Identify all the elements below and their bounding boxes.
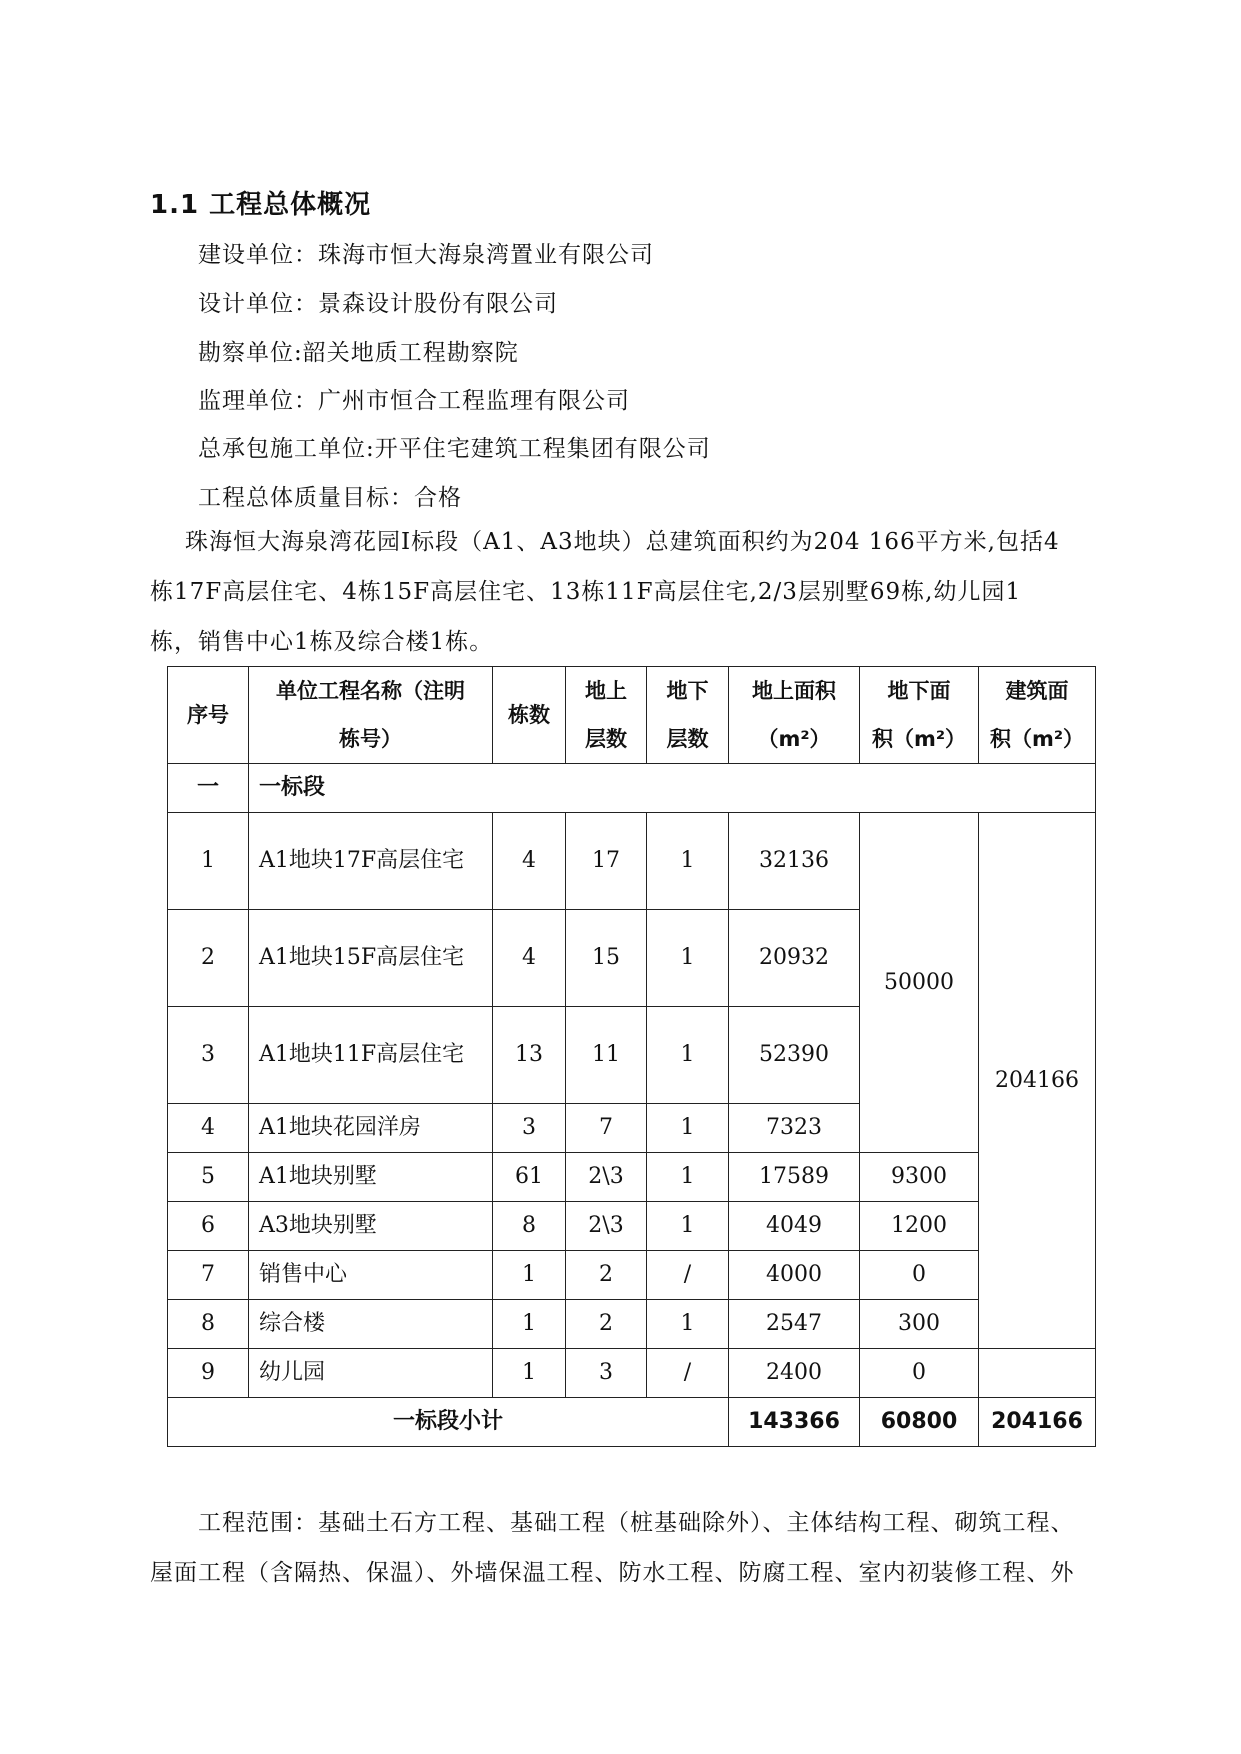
cell-name: A1地块11F高层住宅 [249, 1007, 493, 1104]
scope-line: 工程范围：基础土石方工程、基础工程（桩基础除外）、主体结构工程、砌筑工程、 [198, 1510, 1075, 1536]
cell-area-below: 300 [860, 1300, 979, 1349]
cell-above: 3 [566, 1349, 647, 1398]
cell-count: 1 [493, 1349, 566, 1398]
header-count: 栋数 [493, 667, 566, 764]
cell-no: 5 [168, 1153, 249, 1202]
cell-no: 4 [168, 1104, 249, 1153]
cell-no: 2 [168, 910, 249, 1007]
cell-area-below: 9300 [860, 1153, 979, 1202]
cell-name: A1地块花园洋房 [249, 1104, 493, 1153]
cell-area-below: 1200 [860, 1202, 979, 1251]
table-row [168, 1202, 1096, 1251]
cell-area-total-empty [979, 1349, 1096, 1398]
header-line: （m²） [757, 727, 831, 751]
cell-above: 11 [566, 1007, 647, 1104]
cell-area-above: 52390 [729, 1007, 860, 1104]
project-scope [150, 1498, 1125, 1598]
header-line: 积（m²） [871, 727, 967, 751]
summary-line: 栋17F高层住宅、4栋15F高层住宅、13栋11F高层住宅,2/3层别墅69栋,幼儿园1 [150, 579, 1022, 605]
cell-count: 8 [493, 1202, 566, 1251]
cell-count: 4 [493, 910, 566, 1007]
cell-above: 2 [566, 1300, 647, 1349]
cell-no: 7 [168, 1251, 249, 1300]
general-contractor: 总承包施工单位:开平住宅建筑工程集团有限公司 [198, 436, 711, 462]
cell-above: 15 [566, 910, 647, 1007]
table-row [168, 813, 1096, 910]
construction-unit: 建设单位：珠海市恒大海泉湾置业有限公司 [198, 242, 654, 268]
cell-no: 9 [168, 1349, 249, 1398]
table-row [168, 1153, 1096, 1202]
cell-below: / [647, 1349, 729, 1398]
supervision-unit: 监理单位：广州市恒合工程监理有限公司 [198, 388, 630, 414]
cell-area-below-merged: 50000 [860, 813, 979, 1153]
cell-above: 7 [566, 1104, 647, 1153]
header-below-floors [647, 667, 729, 764]
subtotal-area-total: 204166 [979, 1398, 1096, 1447]
project-summary [150, 517, 1125, 667]
cell-below: 1 [647, 1300, 729, 1349]
header-line: 积（m²） [989, 727, 1085, 751]
cell-above: 2\3 [566, 1153, 647, 1202]
header-area-above [729, 667, 860, 764]
design-unit: 设计单位：景森设计股份有限公司 [198, 291, 558, 317]
cell-count: 1 [493, 1300, 566, 1349]
cell-area-above: 2400 [729, 1349, 860, 1398]
cell-name: A1地块15F高层住宅 [249, 910, 493, 1007]
cell-below: 1 [647, 1202, 729, 1251]
survey-unit: 勘察单位:韶关地质工程勘察院 [198, 340, 519, 366]
cell-area-above: 20932 [729, 910, 860, 1007]
section-row [168, 764, 1096, 813]
table-header-row [168, 667, 1096, 764]
section-heading: 1.1 工程总体概况 [150, 190, 372, 220]
cell-area-above: 7323 [729, 1104, 860, 1153]
header-line: 地上面积 [752, 679, 836, 703]
header-line: 地上 [585, 679, 627, 703]
cell-no: 8 [168, 1300, 249, 1349]
cell-name: A3地块别墅 [249, 1202, 493, 1251]
section-no: 一 [168, 764, 249, 813]
cell-no: 3 [168, 1007, 249, 1104]
summary-line: 栋，销售中心1栋及综合楼1栋。 [150, 629, 494, 655]
cell-name: A1地块17F高层住宅 [249, 813, 493, 910]
header-name-line: 栋号） [339, 727, 402, 751]
cell-area-below: 0 [860, 1349, 979, 1398]
cell-name: 幼儿园 [249, 1349, 493, 1398]
cell-count: 1 [493, 1251, 566, 1300]
subtotal-area-below: 60800 [860, 1398, 979, 1447]
table-row [168, 1251, 1096, 1300]
cell-area-above: 4049 [729, 1202, 860, 1251]
header-no: 序号 [168, 667, 249, 764]
table-row [168, 1349, 1096, 1398]
header-line: 地下面 [887, 679, 951, 703]
cell-name: 综合楼 [249, 1300, 493, 1349]
header-line: 层数 [585, 727, 627, 751]
cell-count: 61 [493, 1153, 566, 1202]
cell-count: 3 [493, 1104, 566, 1153]
cell-above: 17 [566, 813, 647, 910]
cell-area-total-merged: 204166 [979, 813, 1096, 1349]
section-name: 一标段 [249, 764, 1096, 813]
scope-line: 屋面工程（含隔热、保温）、外墙保温工程、防水工程、防腐工程、室内初装修工程、外 [150, 1560, 1075, 1586]
cell-below: 1 [647, 1007, 729, 1104]
header-name [249, 667, 493, 764]
cell-area-above: 4000 [729, 1251, 860, 1300]
cell-name: A1地块别墅 [249, 1153, 493, 1202]
cell-below: 1 [647, 1104, 729, 1153]
cell-above: 2\3 [566, 1202, 647, 1251]
cell-below: 1 [647, 813, 729, 910]
cell-below: / [647, 1251, 729, 1300]
table-row [168, 1300, 1096, 1349]
subtotal-row [168, 1398, 1096, 1447]
header-line: 建筑面 [1005, 679, 1069, 703]
cell-area-above: 17589 [729, 1153, 860, 1202]
cell-area-above: 2547 [729, 1300, 860, 1349]
header-area-total [979, 667, 1096, 764]
header-above-floors [566, 667, 647, 764]
header-line: 地下 [666, 679, 709, 703]
cell-below: 1 [647, 910, 729, 1007]
header-name-line: 单位工程名称（注明 [276, 679, 465, 703]
cell-count: 13 [493, 1007, 566, 1104]
header-area-below [860, 667, 979, 764]
cell-below: 1 [647, 1153, 729, 1202]
subtotal-label: 一标段小计 [168, 1398, 729, 1447]
summary-line: 珠海恒大海泉湾花园Ⅰ标段（A1、A3地块）总建筑面积约为204 166平方米,包括4 [185, 529, 1060, 555]
cell-count: 4 [493, 813, 566, 910]
project-table [167, 666, 1096, 1447]
cell-area-above: 32136 [729, 813, 860, 910]
cell-above: 2 [566, 1251, 647, 1300]
cell-no: 6 [168, 1202, 249, 1251]
quality-target: 工程总体质量目标：合格 [198, 485, 462, 511]
cell-area-below: 0 [860, 1251, 979, 1300]
subtotal-area-above: 143366 [729, 1398, 860, 1447]
cell-name: 销售中心 [249, 1251, 493, 1300]
cell-no: 1 [168, 813, 249, 910]
header-line: 层数 [666, 727, 709, 751]
